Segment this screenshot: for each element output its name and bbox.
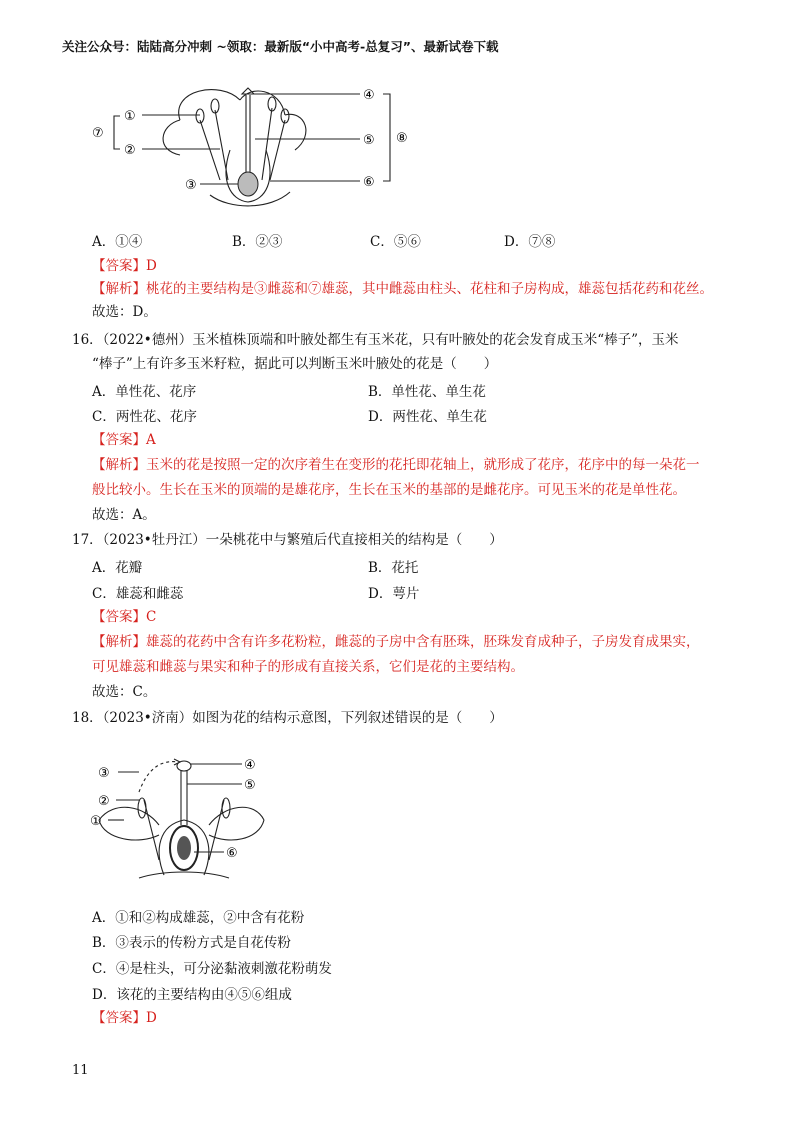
q17-analysis-line-3: 故选：C。 — [92, 684, 157, 700]
page-header: 关注公众号：陆陆高分冲刺 ~领取：最新版“小中高考-总复习”、最新试卷下载 — [62, 39, 499, 54]
q16-option-d[interactable]: D．两性花、单生花 — [368, 409, 487, 425]
fig1-label-6: ⑥ — [363, 175, 375, 190]
q16-answer: 【答案】A — [92, 432, 156, 448]
q15-option-b[interactable]: B．②③ — [232, 234, 283, 250]
page-number: 11 — [72, 1063, 89, 1078]
q16-analysis-line-1: 【解析】玉米的花是按照一定的次序着生在变形的花托即花轴上，就形成了花序，花序中的每一朵花一 — [92, 457, 700, 473]
flower-diagram-2 — [84, 750, 284, 900]
q17-option-b[interactable]: B．花托 — [368, 560, 419, 576]
fig2-label-6: ⑥ — [226, 846, 238, 861]
q18-option-d[interactable]: D．该花的主要结构由④⑤⑥组成 — [92, 987, 292, 1003]
q15-answer: 【答案】D — [92, 258, 157, 274]
q18-option-a[interactable]: A．①和②构成雄蕊，②中含有花粉 — [92, 910, 305, 926]
fig1-label-8: ⑧ — [396, 131, 408, 146]
q18-option-b[interactable]: B．③表示的传粉方式是自花传粉 — [92, 935, 291, 951]
q16-option-c[interactable]: C．两性花、花序 — [92, 409, 197, 425]
q16-option-a[interactable]: A．单性花、花序 — [92, 384, 197, 400]
flower-diagram-1 — [80, 80, 440, 220]
fig1-label-3: ③ — [185, 178, 197, 193]
q17-option-a[interactable]: A．花瓣 — [92, 560, 143, 576]
q15-option-a[interactable]: A．①④ — [92, 234, 143, 250]
q16-analysis-line-2: 般比较小。生长在玉米的顶端的是雄花序，生长在玉米的基部的是雌花序。可见玉米的花是单性花。 — [92, 482, 686, 498]
fig1-label-2: ② — [124, 143, 136, 158]
fig1-label-4: ④ — [363, 88, 375, 103]
q17-answer: 【答案】C — [92, 609, 157, 625]
fig2-label-2: ② — [98, 794, 110, 809]
q17-analysis-line-2: 可见雄蕊和雌蕊与果实和种子的形成有直接关系，它们是花的主要结构。 — [92, 659, 524, 675]
q17-option-d[interactable]: D．萼片 — [368, 586, 420, 602]
fig1-label-5: ⑤ — [363, 133, 375, 148]
q15-option-c[interactable]: C．⑤⑥ — [370, 234, 421, 250]
q16-stem-line-1: 16．（2022•德州）玉米植株顶端和叶腋处都生有玉米花，只有叶腋处的花会发育成玉米“棒子”，玉米 — [72, 332, 679, 348]
q16-option-b[interactable]: B．单性花、单生花 — [368, 384, 486, 400]
q17-stem: 17．（2023•牡丹江）一朵桃花中与繁殖后代直接相关的结构是（ ） — [72, 532, 503, 548]
q18-answer: 【答案】D — [92, 1010, 157, 1026]
fig1-label-1: ① — [124, 109, 136, 124]
q17-option-c[interactable]: C．雄蕊和雌蕊 — [92, 586, 184, 602]
fig2-label-5: ⑤ — [244, 778, 256, 793]
q15-analysis-line-1: 【解析】桃花的主要结构是③雌蕊和⑦雄蕊，其中雌蕊由柱头、花柱和子房构成，雄蕊包括花药和花丝。 — [92, 281, 713, 297]
q15-option-d[interactable]: D．⑦⑧ — [504, 234, 556, 250]
q15-analysis-line-2: 故选：D。 — [92, 304, 157, 320]
fig1-label-7: ⑦ — [92, 126, 104, 141]
q16-stem-line-2: “棒子”上有许多玉米籽粒，据此可以判断玉米叶腋处的花是（ ） — [92, 356, 498, 372]
q16-analysis-line-3: 故选：A。 — [92, 507, 156, 523]
fig2-label-4: ④ — [244, 758, 256, 773]
q18-stem: 18．（2023•济南）如图为花的结构示意图，下列叙述错误的是（ ） — [72, 710, 503, 726]
q18-option-c[interactable]: C．④是柱头，可分泌黏液刺激花粉萌发 — [92, 961, 332, 977]
fig2-label-1: ① — [90, 814, 102, 829]
fig2-label-3: ③ — [98, 766, 110, 781]
q17-analysis-line-1: 【解析】雄蕊的花药中含有许多花粉粒，雌蕊的子房中含有胚珠，胚珠发育成种子，子房发育成果实， — [92, 634, 700, 650]
